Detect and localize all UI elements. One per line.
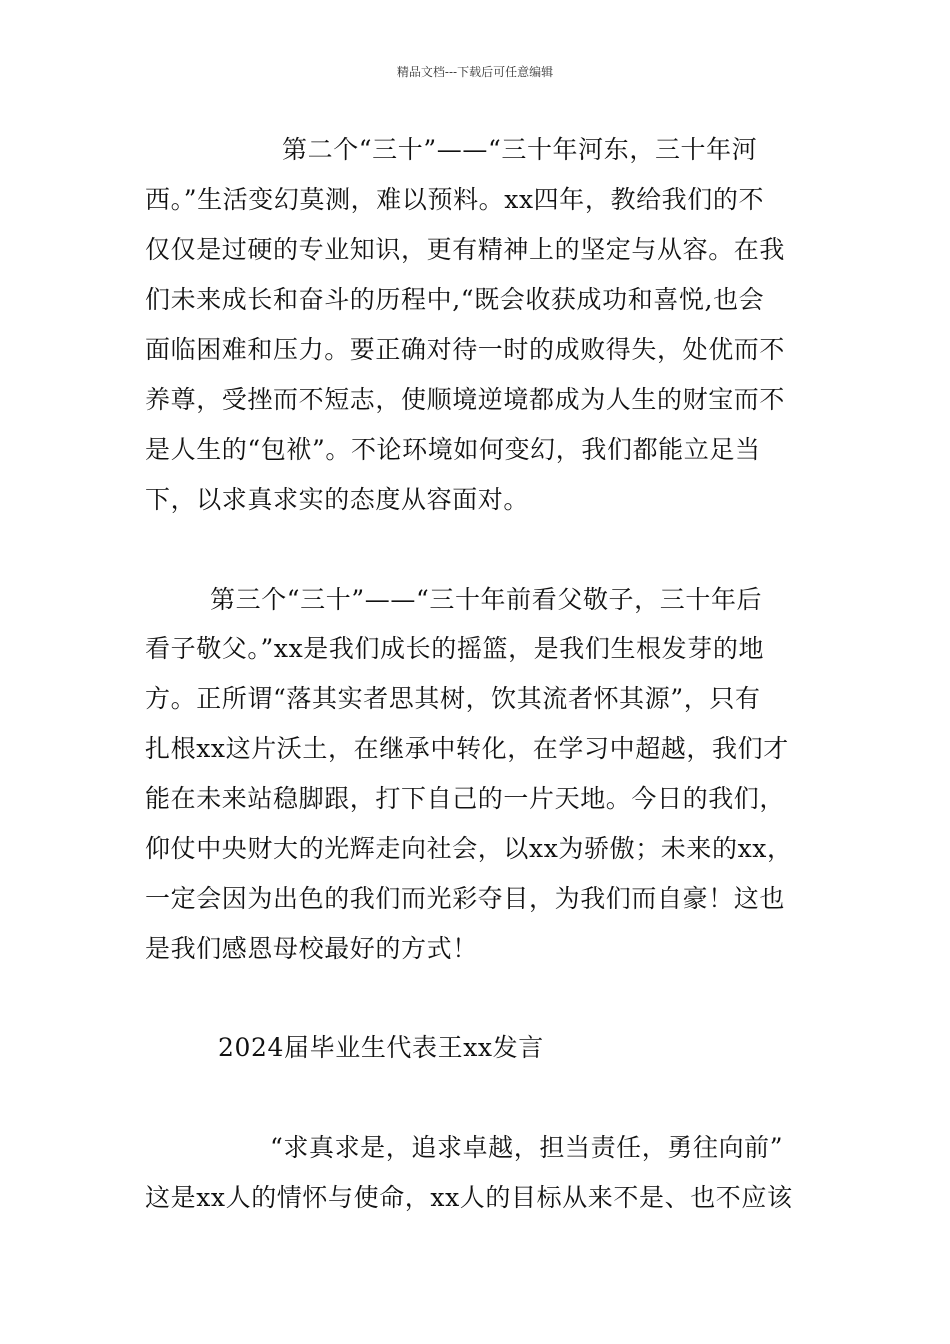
- text-line: 能在未来站稳脚跟，打下自己的一片天地。今日的我们，: [145, 784, 786, 813]
- text-line: 养尊，受挫而不短志，使顺境逆境都成为人生的财宝而不: [145, 385, 786, 414]
- text-line: 第三个“三十”——“三十年前看父敬子，三十年后: [210, 585, 763, 614]
- text-line: 下，以求真求实的态度从容面对。: [145, 485, 530, 514]
- text-line: 西。”生活变幻莫测，难以预料。xx四年，教给我们的不: [145, 185, 765, 214]
- text-line: 们未来成长和奋斗的历程中,“既会收获成功和喜悦,也会: [145, 285, 765, 314]
- text-line: 是人生的“包袱”。不论环境如何变幻，我们都能立足当: [145, 435, 761, 464]
- text-line: 第二个“三十”——“三十年河东，三十年河: [282, 135, 758, 164]
- text-line: 是我们感恩母校最好的方式！: [145, 934, 478, 963]
- text-line: 方。正所谓“落其实者思其树，饮其流者怀其源”，只有: [145, 684, 761, 713]
- text-line: 一定会因为出色的我们而光彩夺目，为我们而自豪！这也: [145, 884, 786, 913]
- text-line: 面临困难和压力。要正确对待一时的成败得失，处优而不: [145, 335, 786, 364]
- text-line: 扎根xx这片沃土，在继承中转化，在学习中超越，我们才: [145, 734, 789, 763]
- text-line: 2024届毕业生代表王xx发言: [218, 1033, 544, 1062]
- page-header: 精品文档---下载后可任意编辑: [396, 65, 554, 79]
- text-line: 仅仅是过硬的专业知识，更有精神上的坚定与从容。在我: [145, 235, 786, 264]
- text-line: 这是xx人的情怀与使命，xx人的目标从来不是、也不应该: [145, 1183, 793, 1212]
- text-line: 看子敬父。”xx是我们成长的摇篮，是我们生根发芽的地: [145, 634, 765, 663]
- text-line: “求真求是，追求卓越，担当责任，勇往向前”: [270, 1133, 784, 1162]
- text-line: 仰仗中央财大的光辉走向社会，以xx为骄傲；未来的xx，: [145, 834, 793, 863]
